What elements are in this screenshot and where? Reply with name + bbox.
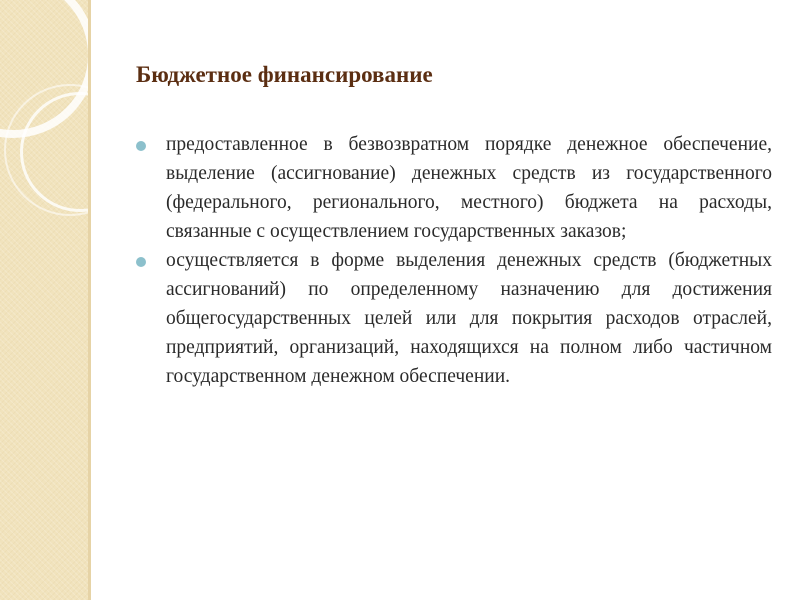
bullet-item [136, 130, 772, 246]
slide-title: Бюджетное финансирование [136, 62, 433, 87]
bullet-dot-icon [136, 141, 146, 151]
bullet-dot-icon [136, 257, 146, 267]
decorative-side-panel [0, 0, 88, 600]
bullet-text: предоставленное в безвозвратном порядке денежное обеспечение, выделение (ассигнование) денежных средств из государственного (федерального, регионального, местного) бюджета на расходы, связанные с осуществлением государственных заказов; [166, 134, 772, 242]
side-panel-border [88, 0, 91, 600]
bullet-list [136, 130, 772, 391]
bullet-item [136, 246, 772, 391]
bullet-text: осуществляется в форме выделения денежных средств (бюджетных ассигнований) по определенному назначению для достижения общегосударственных целей или для покрытия расходов отраслей, предприятий, организаций, находящихся на полном либо частичном государственном денежном обеспечении. [166, 250, 772, 387]
